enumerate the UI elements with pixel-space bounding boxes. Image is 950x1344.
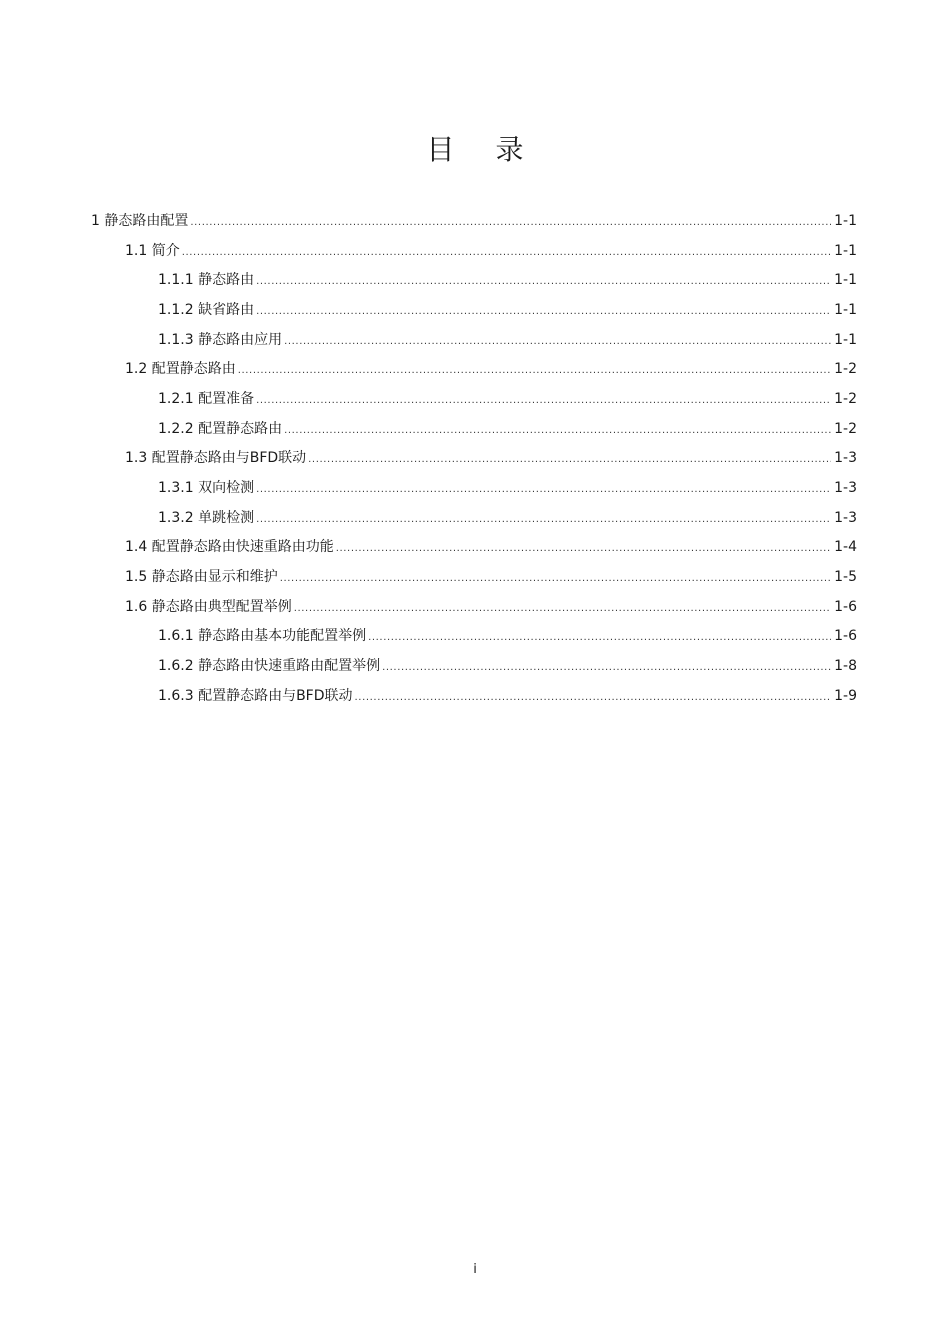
toc-entry-title: 1.6.2 静态路由快速重路由配置举例 bbox=[158, 658, 381, 675]
toc-page-number: 1-3 bbox=[834, 480, 857, 497]
toc-page-number: 1-6 bbox=[834, 628, 857, 645]
toc-page-number: 1-3 bbox=[834, 450, 857, 467]
toc-entry-title: 1.3.1 双向检测 bbox=[158, 480, 255, 497]
toc-entry[interactable] bbox=[0, 681, 857, 711]
toc-entry[interactable] bbox=[0, 295, 857, 325]
toc-entry-title: 1.2.1 配置准备 bbox=[158, 390, 255, 407]
toc-entry[interactable] bbox=[0, 265, 857, 295]
toc-page-number: 1-8 bbox=[834, 658, 857, 675]
toc-page-number: 1-2 bbox=[834, 420, 857, 437]
toc-page-number: 1-9 bbox=[834, 687, 857, 704]
toc-page-number: 1-1 bbox=[834, 212, 857, 229]
toc-entry[interactable] bbox=[0, 206, 857, 236]
footer-page-number: i bbox=[473, 1262, 477, 1277]
toc-dot-leader bbox=[382, 656, 831, 676]
toc-entry-title: 1.1.3 静态路由应用 bbox=[158, 331, 283, 348]
toc-dot-leader bbox=[368, 626, 831, 646]
toc-dot-leader bbox=[238, 359, 831, 379]
toc-entry[interactable] bbox=[0, 562, 857, 592]
toc-page-number: 1-3 bbox=[834, 509, 857, 526]
toc-entry[interactable] bbox=[0, 384, 857, 414]
toc-dot-leader bbox=[284, 419, 831, 439]
toc-entry-title: 1.6.3 配置静态路由与BFD联动 bbox=[158, 687, 353, 704]
toc-entry-title: 1.1.2 缺省路由 bbox=[158, 301, 255, 318]
toc-page-number: 1-1 bbox=[834, 272, 857, 289]
toc-page-number: 1-1 bbox=[834, 331, 857, 348]
toc-page-number: 1-1 bbox=[834, 301, 857, 318]
toc-entry-title: 1 静态路由配置 bbox=[91, 212, 189, 229]
toc-entry[interactable] bbox=[0, 622, 857, 652]
toc-dot-leader bbox=[336, 537, 831, 557]
table-of-contents bbox=[0, 206, 950, 711]
toc-entry[interactable] bbox=[0, 444, 857, 474]
toc-dot-leader bbox=[280, 567, 831, 587]
toc-page-number: 1-2 bbox=[834, 390, 857, 407]
toc-entry-title: 1.6 静态路由典型配置举例 bbox=[125, 598, 292, 615]
toc-entry[interactable] bbox=[0, 354, 857, 384]
toc-entry[interactable] bbox=[0, 651, 857, 681]
toc-page-number: 1-1 bbox=[834, 242, 857, 259]
toc-dot-leader bbox=[256, 389, 831, 409]
toc-dot-leader bbox=[256, 300, 831, 320]
toc-entry-title: 1.2.2 配置静态路由 bbox=[158, 420, 283, 437]
toc-entry-title: 1.2 配置静态路由 bbox=[125, 361, 236, 378]
toc-entry[interactable] bbox=[0, 236, 857, 266]
toc-entry[interactable] bbox=[0, 325, 857, 355]
toc-entry[interactable] bbox=[0, 533, 857, 563]
toc-entry-title: 1.1.1 静态路由 bbox=[158, 272, 255, 289]
toc-entry[interactable] bbox=[0, 414, 857, 444]
toc-entry-title: 1.3 配置静态路由与BFD联动 bbox=[125, 450, 307, 467]
toc-dot-leader bbox=[308, 448, 831, 468]
toc-entry-title: 1.4 配置静态路由快速重路由功能 bbox=[125, 539, 334, 556]
toc-dot-leader bbox=[284, 330, 831, 350]
toc-page-number: 1-2 bbox=[834, 361, 857, 378]
toc-page-number: 1-4 bbox=[834, 539, 857, 556]
toc-entry[interactable] bbox=[0, 592, 857, 622]
toc-entry[interactable] bbox=[0, 503, 857, 533]
toc-dot-leader bbox=[256, 270, 831, 290]
toc-entry[interactable] bbox=[0, 473, 857, 503]
toc-dot-leader bbox=[182, 241, 831, 261]
toc-entry-title: 1.3.2 单跳检测 bbox=[158, 509, 255, 526]
toc-dot-leader bbox=[355, 686, 832, 706]
toc-page-number: 1-6 bbox=[834, 598, 857, 615]
toc-entry-title: 1.6.1 静态路由基本功能配置举例 bbox=[158, 628, 367, 645]
toc-dot-leader bbox=[256, 508, 831, 528]
toc-entry-title: 1.1 简介 bbox=[125, 242, 180, 259]
toc-dot-leader bbox=[190, 211, 831, 231]
toc-entry-title: 1.5 静态路由显示和维护 bbox=[125, 569, 278, 586]
toc-dot-leader bbox=[256, 478, 831, 498]
toc-dot-leader bbox=[294, 597, 831, 617]
toc-page-number: 1-5 bbox=[834, 569, 857, 586]
page-title: 目 录 bbox=[426, 133, 540, 166]
